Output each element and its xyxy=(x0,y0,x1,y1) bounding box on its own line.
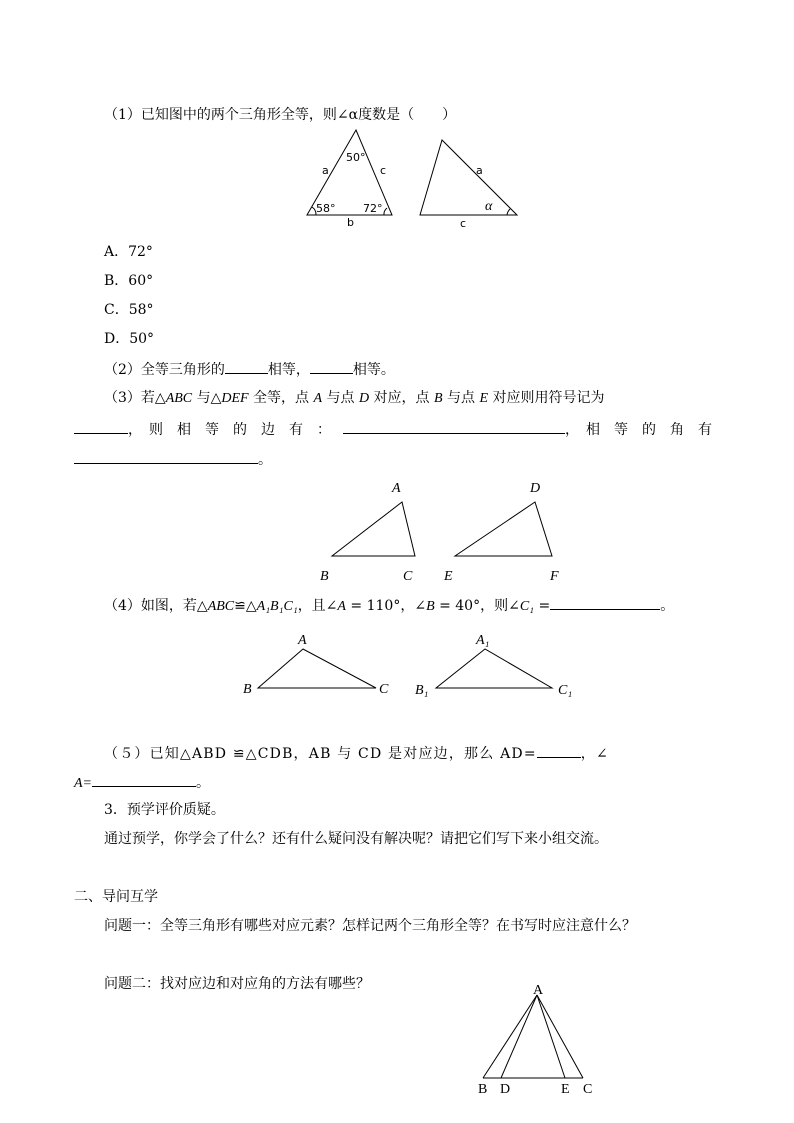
svg-text:50°: 50° xyxy=(346,151,366,164)
blank[interactable] xyxy=(310,359,353,374)
question-3-line-3: 。 xyxy=(74,449,272,469)
svg-text:c: c xyxy=(460,217,467,230)
svg-text:A: A xyxy=(392,481,401,496)
section-2-title: 二、导问互学 xyxy=(74,889,158,905)
option-d: D．50° xyxy=(104,331,155,347)
blank[interactable] xyxy=(343,419,565,434)
svg-text:B: B xyxy=(478,1082,488,1097)
svg-text:A: A xyxy=(298,633,307,648)
svg-text:B: B xyxy=(243,682,252,697)
svg-text:58°: 58° xyxy=(316,202,336,215)
option-a: A．72° xyxy=(104,244,153,260)
svg-text:b: b xyxy=(347,216,354,229)
option-b: B．60° xyxy=(104,273,154,289)
svg-text:B₁: B₁ xyxy=(415,683,429,698)
svg-text:C: C xyxy=(583,1082,593,1097)
blank[interactable] xyxy=(74,419,128,434)
question-1-text: （1）已知图中的两个三角形全等，则∠α度数是（ ） xyxy=(104,107,457,123)
svg-text:E: E xyxy=(444,569,453,584)
section-2-figure xyxy=(470,978,600,1098)
q4-figure-triangles xyxy=(240,630,580,700)
svg-text:A₁: A₁ xyxy=(476,633,490,648)
blank[interactable] xyxy=(92,772,196,787)
question-2-text: （2）全等三角形的 相等， 相等。 xyxy=(104,359,395,379)
q1-figure-right-triangle xyxy=(415,138,525,230)
q1-figure-left-triangle xyxy=(300,128,400,232)
svg-text:C: C xyxy=(379,682,389,697)
section-3-title: 3．预学评价质疑。 xyxy=(104,802,225,818)
question-3-line-2: ， 则 相 等 的 边 有 ： ， 相 等 的 角 有 xyxy=(74,419,712,439)
q3-figure-triangles xyxy=(315,476,575,586)
svg-text:a: a xyxy=(476,164,483,177)
svg-text:A: A xyxy=(533,983,544,998)
question-5-line-2: A= 。 xyxy=(74,772,210,793)
section-3-body: 通过预学，你学会了什么？还有什么疑问没有解决呢？请把它们写下来小组交流。 xyxy=(104,831,608,847)
blank[interactable] xyxy=(550,595,660,610)
svg-text:F: F xyxy=(550,569,559,584)
svg-text:D: D xyxy=(500,1082,511,1097)
svg-text:E: E xyxy=(561,1082,570,1097)
svg-text:C₁: C₁ xyxy=(558,683,573,698)
question-4-text: （4）如图，若△ABC≌△A₁B₁C₁，且∠A = 110°，∠B = 40°，则∠C₁ = 。 xyxy=(104,595,674,616)
question-3-line-1: （3）若△ABC 与△DEF 全等，点 A 与点 D 对应，点 B 与点 E 对应则用符号记为 xyxy=(104,390,605,406)
section-2-question-2: 问题二：找对应边和对应角的方法有哪些？ xyxy=(104,976,370,992)
option-c: C．58° xyxy=(104,302,154,318)
svg-text:72°: 72° xyxy=(363,202,383,215)
blank[interactable] xyxy=(74,449,258,464)
blank[interactable] xyxy=(537,743,581,758)
blank[interactable] xyxy=(225,359,268,374)
svg-text:C: C xyxy=(403,569,413,584)
svg-text:B: B xyxy=(320,569,329,584)
svg-text:a: a xyxy=(322,164,329,177)
svg-text:α: α xyxy=(485,199,493,214)
question-5-line-1: （５）已知△ABD ≌△CDB，AB 与 CD 是对应边，那么 AD= ，∠ xyxy=(104,743,609,763)
section-2-question-1: 问题一：全等三角形有哪些对应元素？怎样记两个三角形全等？在书写时应注意什么？ xyxy=(104,918,636,934)
svg-text:c: c xyxy=(380,164,387,177)
svg-text:D: D xyxy=(530,481,541,496)
